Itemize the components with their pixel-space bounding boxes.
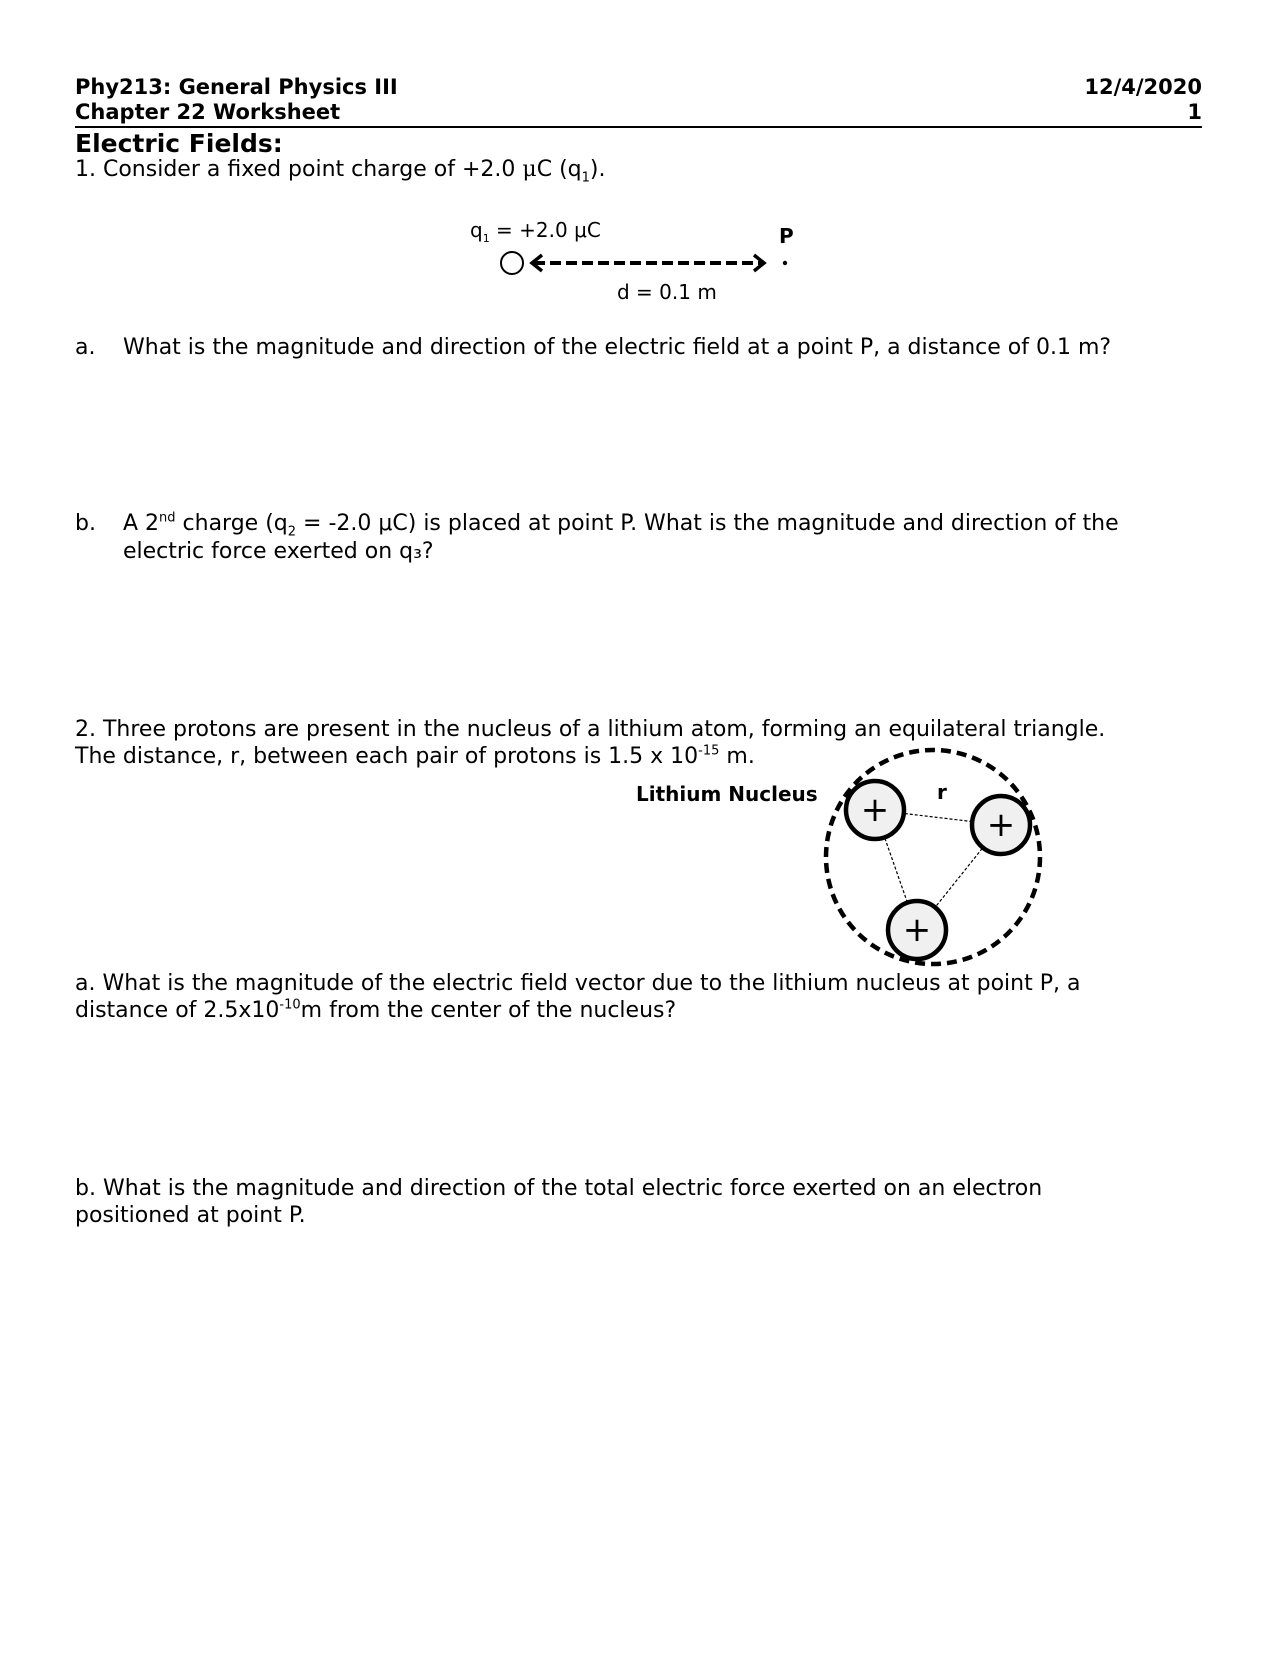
q2-prompt-line1: 2. Three protons are present in the nucleus of a lithium atom, forming an equilateral triangle. — [75, 717, 1106, 742]
section-title: Electric Fields: — [75, 129, 283, 158]
q1a-text: What is the magnitude and direction of the electric field at a point P, a distance of 0.1 m? — [123, 335, 1112, 360]
q2b-line1: b. What is the magnitude and direction of the total electric force exerted on an electron — [75, 1176, 1043, 1201]
r-label: r — [937, 780, 947, 804]
q1-diagram — [490, 248, 800, 278]
proton-1 — [846, 781, 904, 839]
proton-plus-symbol: + — [986, 805, 1016, 845]
worksheet-title: Chapter 22 Worksheet — [75, 100, 341, 124]
q1-charge-label: $q_1 = +2.0$ μC — [470, 218, 601, 245]
point-p-dot — [783, 261, 787, 265]
nucleus-label: Lithium Nucleus — [636, 782, 818, 806]
q1-prompt: 1. Consider a fixed point charge of +2.0 μC $(q_1)$. — [75, 157, 606, 186]
course-title: Phy213: General Physics III — [75, 75, 398, 99]
proton-3 — [888, 901, 946, 959]
q2a-line2: distance of $2.5x10^{-10}m$ from the center of the nucleus? — [75, 997, 677, 1023]
header-date: 12/4/2020 — [1084, 75, 1202, 99]
q2b-line2: positioned at point P. — [75, 1203, 306, 1228]
proton-2 — [972, 796, 1030, 854]
lithium-nucleus-diagram — [815, 745, 1045, 975]
q1b-text-line2: electric force exerted on q₃? — [123, 539, 434, 564]
q2a-line1: a. What is the magnitude of the electric field vector due to the lithium nucleus at point P, a — [75, 971, 1081, 996]
q2-prompt-line2: The distance, r, between each pair of protons is 1.5 x $10^{-15}$ m. — [75, 743, 755, 769]
charge-q1-circle — [501, 252, 523, 274]
header-divider — [75, 126, 1202, 128]
q1a-letter: a. — [75, 335, 96, 360]
q1b-letter: b. — [75, 511, 96, 536]
q1b-text: A 2nd charge ($q_2 = -2.0$ μC) is placed at point P. What is the magnitude and direction of the — [123, 510, 1119, 540]
proton-plus-symbol: + — [860, 790, 890, 830]
page-number: 1 — [1187, 100, 1202, 124]
distance-label: d = 0.1 m — [617, 280, 717, 304]
proton-plus-symbol: + — [902, 910, 932, 950]
point-p-label: P — [779, 224, 794, 248]
